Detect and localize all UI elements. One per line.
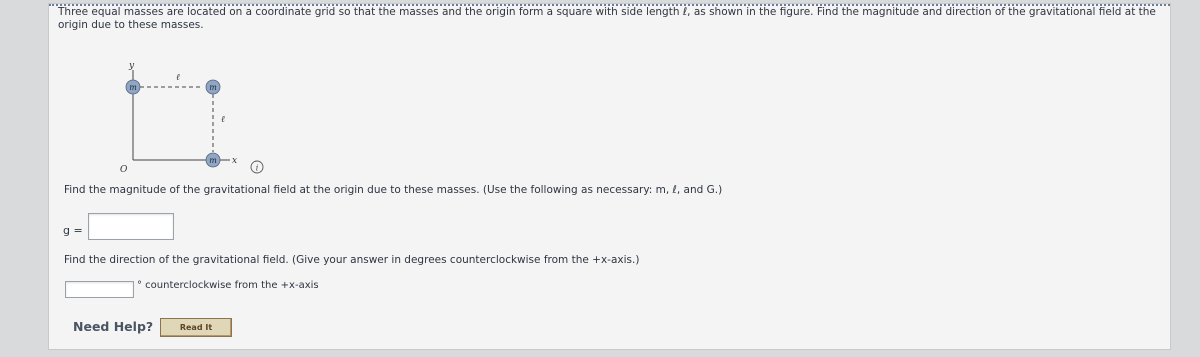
read-it-button[interactable]: Read It — [160, 318, 232, 337]
x-axis-label: x — [232, 156, 238, 166]
info-icon[interactable] — [251, 161, 263, 173]
side-label-right: ℓ — [221, 115, 225, 125]
svg-text:i: i — [255, 163, 259, 173]
g-variable-label: g = — [63, 224, 83, 237]
side-label-top: ℓ — [176, 73, 180, 83]
q1-prompt: Find the magnitude of the gravitational field at the origin due to these masses. (Use the following as necessary: m, ℓ, and G.) — [64, 184, 723, 196]
mass-square-figure — [100, 62, 300, 177]
y-axis-label: y — [129, 62, 135, 71]
direction-input[interactable] — [65, 281, 134, 298]
mass-label-br: m — [209, 156, 217, 165]
mass-label-tl: m — [129, 83, 137, 92]
magnitude-input[interactable] — [88, 213, 174, 240]
mass-label-tr: m — [209, 83, 217, 92]
problem-statement: Three equal masses are located on a coordinate grid so that the masses and the origin form a square with side length ℓ, as shown in the figure. Find the magnitude and direction of the gravitational field at the origin due to these masses. — [58, 6, 1156, 31]
q2-prompt: Find the direction of the gravitational field. (Give your answer in degrees counterclockwise from the +x-axis.) — [64, 254, 640, 266]
need-help-label: Need Help? — [73, 319, 154, 334]
direction-unit-label: ° counterclockwise from the +x-axis — [137, 280, 319, 291]
origin-label: O — [120, 165, 128, 175]
